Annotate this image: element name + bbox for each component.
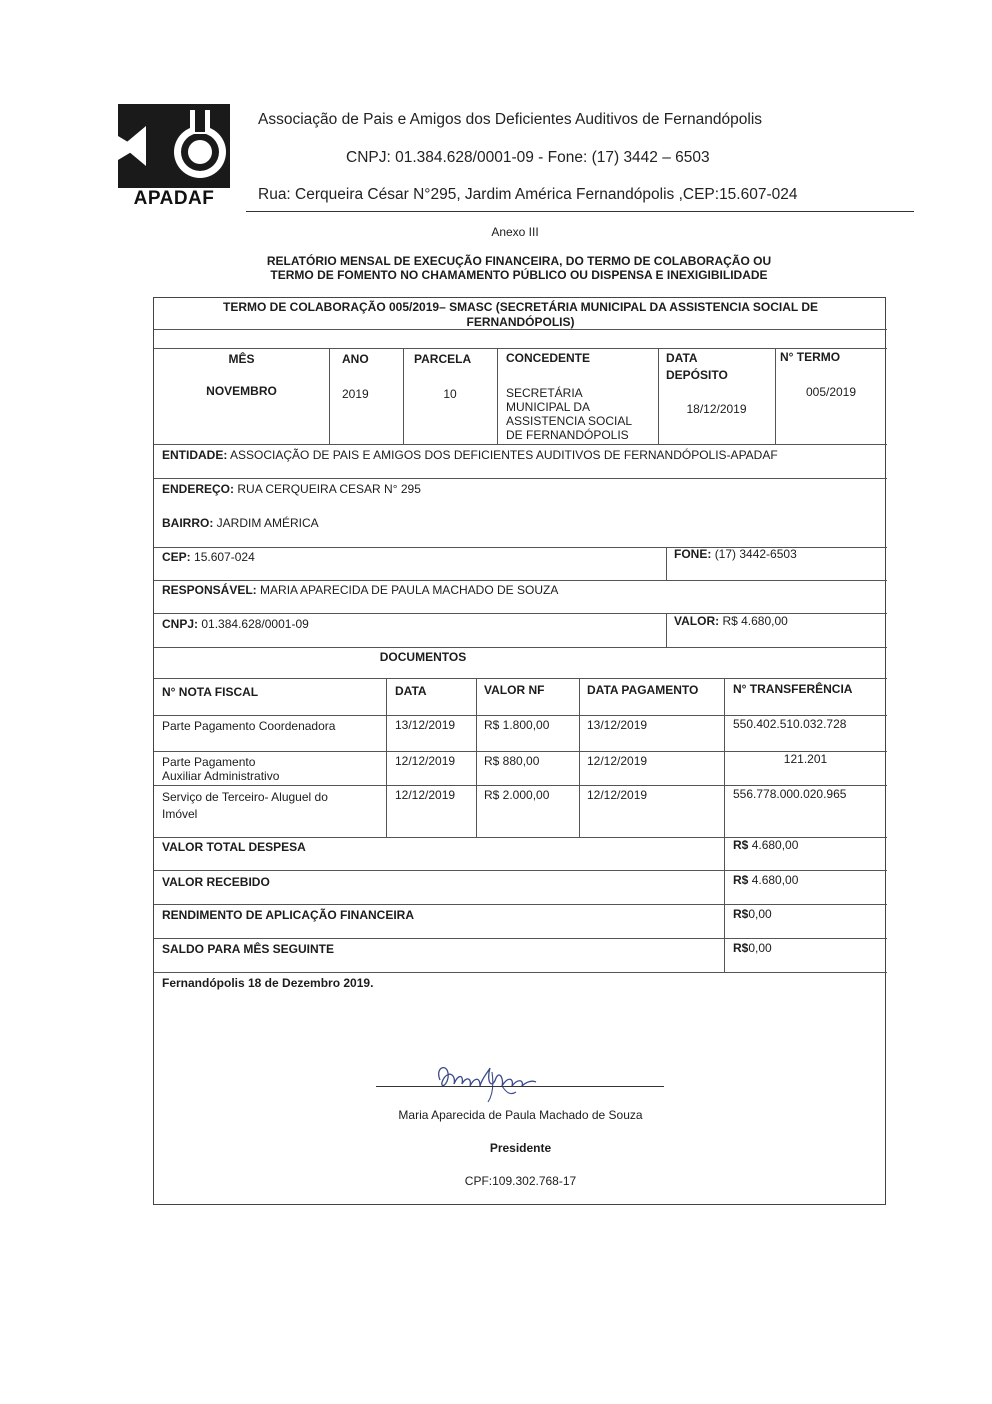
col-transferencia: N° TRANSFERÊNCIA	[733, 682, 853, 696]
rule	[497, 348, 498, 444]
amount: 4.680,00	[751, 873, 799, 887]
valor-recebido-label: VALOR RECEBIDO	[162, 875, 270, 889]
bairro-value: JARDIM AMÉRICA	[216, 516, 319, 530]
rule	[154, 580, 887, 581]
row1-transferencia: 550.402.510.032.728	[733, 717, 847, 731]
header-data-deposito-2: DEPÓSITO	[666, 368, 728, 382]
saldo-value	[733, 941, 772, 955]
currency-prefix: R$	[733, 907, 749, 921]
term-title-line-1: TERMO DE COLABORAÇÃO 005/2019– SMASC (SECRETÁRIA MUNICIPAL DA ASSISTENCIA SOCIAL DE	[223, 300, 818, 314]
currency-prefix: R$	[733, 838, 749, 852]
cnpj-value: 01.384.628/0001-09	[201, 617, 309, 631]
rendimento-label: RENDIMENTO DE APLICAÇÃO FINANCEIRA	[162, 908, 415, 922]
row2-nota-1: Parte Pagamento	[162, 755, 256, 769]
header-ano: ANO	[342, 352, 369, 366]
value-concedente-3: ASSISTENCIA SOCIAL	[506, 414, 633, 428]
signature-image	[432, 1056, 567, 1106]
logo-text: APADAF	[133, 188, 215, 209]
total-despesa-label: VALOR TOTAL DESPESA	[162, 840, 306, 854]
row1-data: 13/12/2019	[395, 718, 456, 732]
cnpj-field	[162, 617, 309, 631]
cep-field	[162, 550, 255, 564]
valor-value: R$ 4.680,00	[722, 614, 788, 628]
row1-pagamento: 13/12/2019	[587, 718, 648, 732]
endereco-value: RUA CERQUEIRA CESAR N° 295	[237, 482, 421, 496]
signer-name: Maria Aparecida de Paula Machado de Souza	[398, 1108, 643, 1122]
apadaf-logo	[116, 104, 232, 212]
rule	[658, 348, 659, 444]
entidade-field	[162, 448, 778, 462]
row2-nota-2: Auxiliar Administrativo	[162, 769, 280, 783]
bairro-field	[162, 516, 319, 530]
rule	[476, 678, 477, 837]
value-data-deposito: 18/12/2019	[686, 402, 747, 416]
local-data: Fernandópolis 18 de Dezembro 2019.	[162, 976, 374, 990]
value-concedente-2: MUNICIPAL DA	[506, 400, 591, 414]
entidade-value: ASSOCIAÇÃO DE PAIS E AMIGOS DOS DEFICIENTES AUDITIVOS DE FERNANDÓPOLIS-APADAF	[230, 448, 778, 462]
rule	[579, 678, 580, 837]
amount: 0,00	[748, 941, 772, 955]
rule	[329, 348, 330, 444]
row2-pagamento: 12/12/2019	[587, 754, 648, 768]
currency-prefix: R$	[733, 941, 749, 955]
header-parcela: PARCELA	[414, 352, 472, 366]
rendimento-value	[733, 907, 772, 921]
value-ano: 2019	[342, 387, 369, 401]
org-address: Rua: Cerqueira César N°295, Jardim América Fernandópolis ,CEP:15.607-024	[258, 186, 798, 203]
row3-nota-1: Serviço de Terceiro- Aluguel do	[162, 790, 328, 804]
rule	[154, 785, 887, 786]
row3-data: 12/12/2019	[395, 788, 456, 802]
header-divider	[246, 211, 914, 212]
documentos-title: DOCUMENTOS	[379, 650, 467, 664]
endereco-label: ENDEREÇO:	[162, 482, 235, 496]
header-mes: MÊS	[228, 352, 255, 366]
header-termo: N° TERMO	[780, 350, 841, 364]
rule	[724, 837, 725, 972]
total-despesa-value	[733, 838, 798, 852]
saldo-label: SALDO PARA MÊS SEGUINTE	[162, 942, 335, 956]
rule	[154, 715, 887, 716]
logo-emblem-icon	[116, 104, 232, 190]
rule	[154, 329, 887, 330]
row2-valor: R$ 880,00	[484, 754, 540, 768]
org-cnpj-phone: CNPJ: 01.384.628/0001-09 - Fone: (17) 3442 – 6503	[346, 149, 710, 166]
responsavel-value: MARIA APARECIDA DE PAULA MACHADO DE SOUZA	[260, 583, 559, 597]
rule	[666, 547, 667, 580]
rule	[666, 613, 667, 647]
col-data-pagamento: DATA PAGAMENTO	[587, 683, 699, 697]
value-concedente-1: SECRETÁRIA	[506, 386, 583, 400]
rule	[154, 870, 887, 871]
row3-transferencia: 556.778.000.020.965	[733, 787, 847, 801]
rule	[154, 647, 887, 648]
header-data-deposito: DATA	[666, 351, 698, 365]
rule	[154, 972, 887, 973]
row1-valor: R$ 1.800,00	[484, 718, 550, 732]
row3-nota-2: Imóvel	[162, 807, 198, 821]
amount: 4.680,00	[751, 838, 799, 852]
rule	[154, 678, 887, 679]
row1-nota: Parte Pagamento Coordenadora	[162, 719, 336, 733]
responsavel-field	[162, 583, 558, 597]
row3-pagamento: 12/12/2019	[587, 788, 648, 802]
cep-value: 15.607-024	[194, 550, 255, 564]
report-title-line-2: TERMO DE FOMENTO NO CHAMAMENTO PÚBLICO OU DISPENSA E INEXIGIBILIDADE	[270, 268, 768, 282]
annex-label: Anexo III	[491, 225, 539, 239]
row3-valor: R$ 2.000,00	[484, 788, 550, 802]
value-mes: NOVEMBRO	[206, 384, 277, 398]
rule	[386, 678, 387, 837]
row2-data: 12/12/2019	[395, 754, 456, 768]
endereco-field	[162, 482, 421, 496]
fone-field	[674, 547, 797, 561]
currency-prefix: R$	[733, 873, 749, 887]
value-concedente-4: DE FERNANDÓPOLIS	[506, 428, 629, 442]
signature-line	[376, 1086, 664, 1087]
term-title-line-2: FERNANDÓPOLIS)	[466, 315, 575, 329]
valor-label: VALOR:	[674, 614, 720, 628]
signer-role: Presidente	[489, 1141, 552, 1155]
col-data: DATA	[395, 684, 427, 698]
row2-transferencia: 121.201	[783, 752, 828, 766]
report-title-line-1: RELATÓRIO MENSAL DE EXECUÇÃO FINANCEIRA, DO TERMO DE COLABORAÇÃO OU	[266, 254, 772, 268]
signer-cpf: CPF:109.302.768-17	[464, 1174, 577, 1188]
fone-label: FONE:	[674, 547, 712, 561]
fone-value: (17) 3442-6503	[714, 547, 797, 561]
col-valor-nf: VALOR NF	[484, 683, 545, 697]
amount: 0,00	[748, 907, 772, 921]
entidade-label: ENTIDADE:	[162, 448, 228, 462]
rule	[154, 348, 887, 349]
report-form	[153, 297, 886, 1205]
value-parcela: 10	[443, 387, 457, 401]
rule	[154, 478, 887, 479]
cep-label: CEP:	[162, 550, 191, 564]
header-concedente: CONCEDENTE	[506, 351, 591, 365]
value-termo: 005/2019	[805, 385, 857, 399]
responsavel-label: RESPONSÁVEL:	[162, 583, 257, 597]
rule	[154, 938, 887, 939]
col-nota-fiscal: N° NOTA FISCAL	[162, 685, 259, 699]
rule	[154, 444, 887, 445]
rule	[154, 904, 887, 905]
cnpj-label: CNPJ:	[162, 617, 199, 631]
bairro-label: BAIRRO:	[162, 516, 214, 530]
valor-field	[674, 614, 788, 628]
valor-recebido-value	[733, 873, 798, 887]
org-name: Associação de Pais e Amigos dos Deficientes Auditivos de Fernandópolis	[258, 111, 763, 128]
